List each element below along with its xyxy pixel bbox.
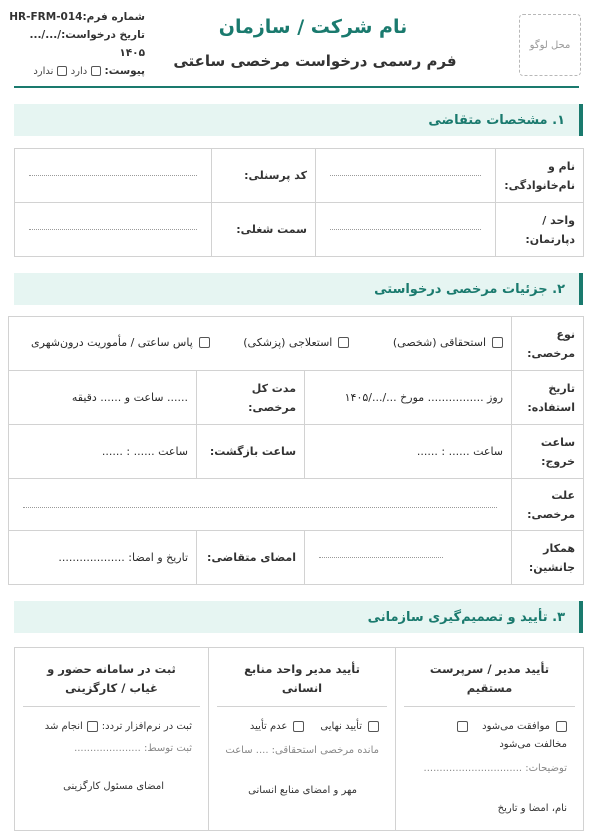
manager-sign-label: نام، امضا و تاریخ bbox=[497, 803, 567, 814]
logo-placeholder: محل لوگو bbox=[519, 14, 581, 76]
use-date-field[interactable]: روز ................ مورخ .../.../۱۴۰۵ bbox=[305, 371, 512, 425]
attendance-sign-label: امضای مسئول کارگزینی bbox=[63, 781, 164, 792]
personnel-code-field[interactable] bbox=[15, 149, 212, 203]
manager-approval-cell: تأیید مدیر / سرپرست مستقیم موافقت می‌شود مخالفت می‌شود توضیحات: ............................... نام، امضا و تاریخ bbox=[396, 648, 584, 831]
exit-time-field[interactable]: ساعت ...... : ...... bbox=[305, 425, 512, 479]
hr-sign-label: مهر و امضای منابع انسانی bbox=[248, 785, 357, 796]
attachment-no-checkbox[interactable] bbox=[57, 66, 67, 76]
applicant-table bbox=[14, 148, 584, 257]
attachment-yes-checkbox[interactable] bbox=[91, 66, 101, 76]
attachment-row: پیوست: دارد ندارد bbox=[33, 65, 145, 77]
manager-disagree-label: مخالفت می‌شود bbox=[499, 739, 567, 750]
leave-type-options: استحقاقی (شخصی) استعلاجی (پزشکی) پاس ساعتی / مأموریت درون‌شهری bbox=[9, 317, 512, 371]
form-meta bbox=[5, 8, 145, 81]
return-time-label: ساعت بازگشت: bbox=[197, 425, 305, 479]
unit-label: واحد / دپارتمان: bbox=[496, 203, 584, 257]
leave-type-sick-checkbox[interactable] bbox=[338, 337, 349, 348]
form-number: شماره فرم:HR-FRM-014 bbox=[9, 11, 145, 23]
name-field[interactable] bbox=[316, 149, 496, 203]
leave-type-personal-checkbox[interactable] bbox=[492, 337, 503, 348]
exit-time-label: ساعت خروج: bbox=[512, 425, 584, 479]
attendance-cell: ثبت در سامانه حضور و غیاب / کارگزینی ثبت در نرم‌افزار تردد: انجام شد ثبت توسط: ..................... امضای مسئول کارگزینی bbox=[15, 648, 209, 831]
form-title: فرم رسمی درخواست مرخصی ساعتی bbox=[173, 52, 457, 70]
personnel-code-label: کد پرسنلی: bbox=[212, 149, 316, 203]
section-1-title: ۱. مشخصات متقاضی bbox=[428, 112, 565, 128]
company-name: نام شرکت / سازمان bbox=[218, 16, 408, 38]
substitute-label: همکار جانشین: bbox=[512, 531, 584, 585]
manager-approval-title: تأیید مدیر / سرپرست مستقیم bbox=[429, 662, 550, 695]
section-2-title: ۲. جزئیات مرخصی درخواستی bbox=[374, 281, 565, 297]
substitute-field[interactable] bbox=[305, 531, 512, 585]
hr-reject-checkbox[interactable] bbox=[293, 721, 304, 732]
manager-disagree-checkbox[interactable] bbox=[457, 721, 468, 732]
total-duration-label: مدت کل مرخصی: bbox=[197, 371, 305, 425]
leave-details-table bbox=[8, 316, 584, 585]
leave-type-label: نوع مرخصی: bbox=[512, 317, 584, 371]
applicant-sign-label: امضای متقاضی: bbox=[197, 531, 305, 585]
hr-approval-title: تأیید مدیر واحد منابع انسانی bbox=[244, 662, 360, 695]
return-time-field[interactable]: ساعت ...... : ...... bbox=[9, 425, 197, 479]
attendance-title: ثبت در سامانه حضور و غیاب / کارگزینی bbox=[47, 662, 176, 695]
attendance-by-field[interactable]: ثبت توسط: ..................... bbox=[74, 743, 192, 754]
form-header bbox=[0, 0, 593, 92]
leave-type-pass-checkbox[interactable] bbox=[199, 337, 210, 348]
request-year: ۱۴۰۵ bbox=[119, 47, 145, 59]
request-date: تاریخ درخواست:/.../... bbox=[29, 29, 145, 41]
hr-final-approve-checkbox[interactable] bbox=[368, 721, 379, 732]
reason-label: علت مرخصی: bbox=[512, 479, 584, 531]
total-duration-field[interactable]: ...... ساعت و ...... دقیقه bbox=[9, 371, 197, 425]
header-divider bbox=[14, 86, 579, 88]
position-field[interactable] bbox=[15, 203, 212, 257]
manager-agree-checkbox[interactable] bbox=[556, 721, 567, 732]
section-2-header bbox=[14, 273, 583, 305]
hr-approval-cell: تأیید مدیر واحد منابع انسانی تأیید نهایی عدم تأیید مانده مرخصی استحقاقی: .... ساعت مهر و امضای منابع انسانی bbox=[209, 648, 396, 831]
use-date-label: تاریخ استفاده: bbox=[512, 371, 584, 425]
approval-table bbox=[14, 647, 584, 831]
position-label: سمت شغلی: bbox=[212, 203, 316, 257]
section-1-header bbox=[14, 104, 583, 136]
reason-field[interactable] bbox=[9, 479, 512, 531]
section-3-title: ۳. تأیید و تصمیم‌گیری سازمانی bbox=[367, 609, 565, 625]
unit-field[interactable] bbox=[316, 203, 496, 257]
section-3-header bbox=[14, 601, 583, 633]
applicant-sign-field[interactable]: تاریخ و امضا: ................... bbox=[9, 531, 197, 585]
attendance-done-checkbox[interactable] bbox=[87, 721, 98, 732]
hr-balance-field[interactable]: مانده مرخصی استحقاقی: .... ساعت bbox=[225, 745, 379, 756]
name-label: نام و نام‌خانوادگی: bbox=[496, 149, 584, 203]
manager-notes-field[interactable]: توضیحات: ............................... bbox=[423, 763, 567, 774]
